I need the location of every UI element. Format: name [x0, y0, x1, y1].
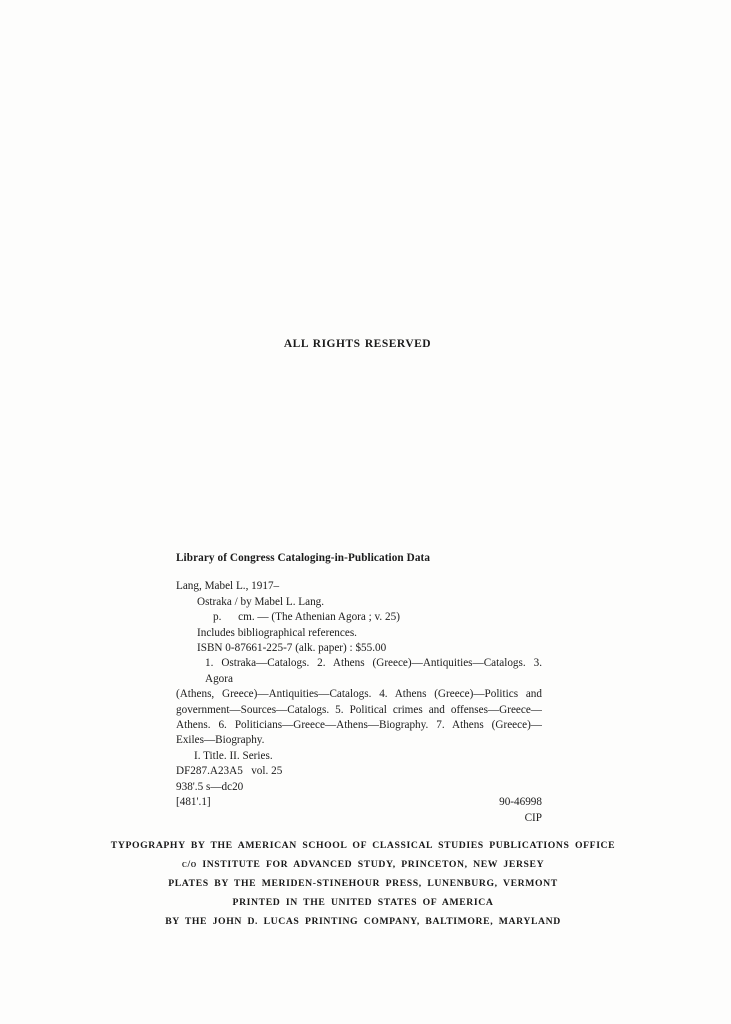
cip-lccn: 90-46998	[499, 796, 542, 809]
cip-dewey-line: 938'.5 s—dc20	[176, 780, 244, 793]
cip-section	[176, 551, 542, 826]
cip-heading: Library of Congress Cataloging-in-Publication Data	[176, 552, 431, 564]
cip-subject-line: Athens. 6. Politicians—Greece—Athens—Biography. 7. Athens (Greece)—	[176, 719, 542, 732]
cip-alt-dewey: [481'.1]	[176, 796, 211, 809]
cip-author-line: Lang, Mabel L., 1917–	[176, 580, 280, 593]
colophon-line-printed: PRINTED IN THE UNITED STATES OF AMERICA	[232, 897, 494, 908]
cip-label: CIP	[524, 811, 542, 824]
cip-isbn-line: ISBN 0-87661-225-7 (alk. paper) : $55.00	[197, 642, 387, 655]
cip-title-line: Ostraka / by Mabel L. Lang.	[197, 595, 325, 608]
colophon-line-address: c/o INSTITUTE FOR ADVANCED STUDY, PRINCETON, NEW JERSEY	[181, 859, 545, 870]
colophon-line-typography: TYPOGRAPHY BY THE AMERICAN SCHOOL OF CLASSICAL STUDIES PUBLICATIONS OFFICE	[110, 840, 616, 851]
colophon	[8, 836, 718, 931]
cip-subject-line: Exiles—Biography.	[176, 734, 265, 747]
cip-subject-line: government—Sources—Catalogs. 5. Political crimes and offenses—Greece—	[176, 703, 542, 716]
cip-collation-line: p. cm. — (The Athenian Agora ; v. 25)	[213, 611, 400, 624]
colophon-line-plates: PLATES BY THE MERIDEN-STINEHOUR PRESS, LUNENBURG, VERMONT	[168, 878, 558, 889]
cip-bibliography-line: Includes bibliographical references.	[197, 626, 357, 639]
cip-call-number-line: DF287.A23A5 vol. 25	[176, 765, 283, 778]
colophon-line-printer: BY THE JOHN D. LUCAS PRINTING COMPANY, BALTIMORE, MARYLAND	[165, 916, 561, 927]
rights-notice: ALL RIGHTS RESERVED	[283, 338, 432, 350]
cip-subject-line: 1. Ostraka—Catalogs. 2. Athens (Greece)—Antiquities—Catalogs. 3. Agora	[205, 657, 542, 685]
cip-added-entries-line: I. Title. II. Series.	[194, 749, 273, 762]
cip-lccn-row	[176, 795, 542, 810]
cip-subject-line: (Athens, Greece)—Antiquities—Catalogs. 4. Athens (Greece)—Politics and	[176, 688, 542, 701]
